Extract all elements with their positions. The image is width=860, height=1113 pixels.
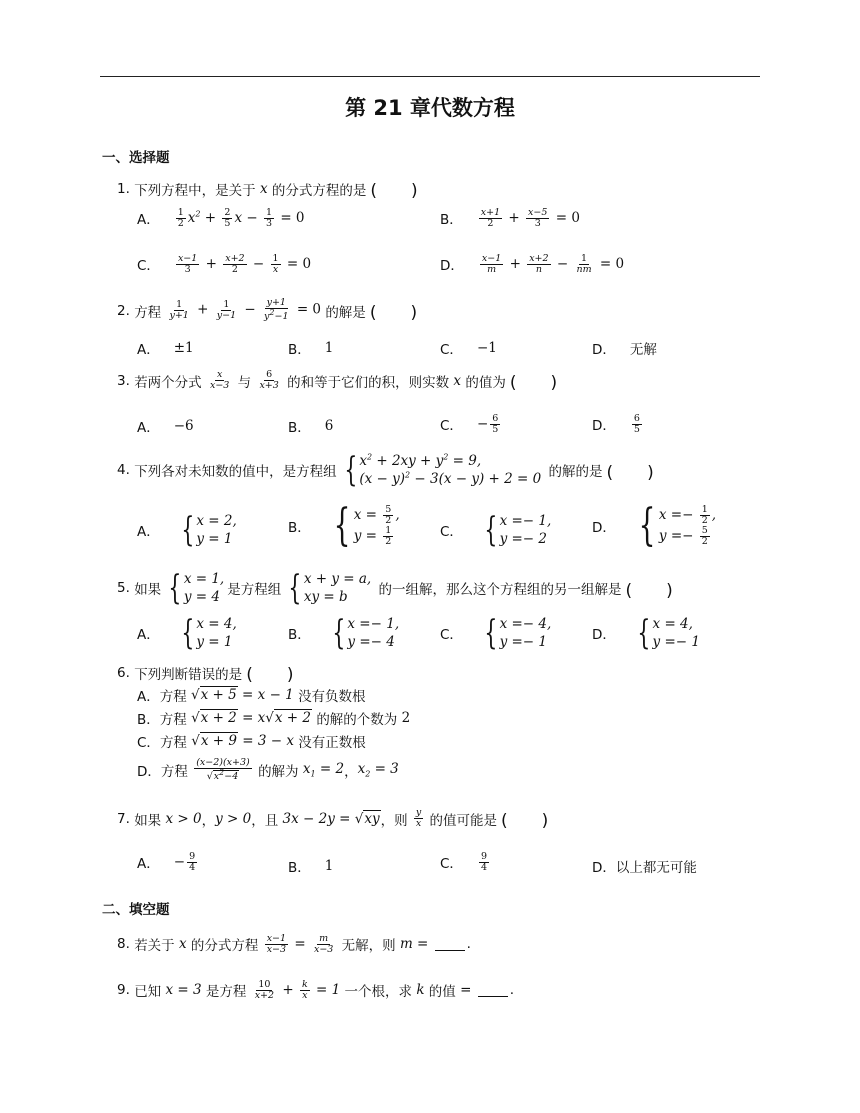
q8-answer-blank[interactable] [435,938,465,951]
q3-option-b[interactable]: B． 6 [288,418,334,436]
q3-option-a[interactable]: A． −6 [137,418,194,436]
section-choice: 一、选择题 [102,150,170,166]
question-2: 2. 方程 $\frac{1}{y+1}$ + $\frac{1}{y-1}$ − $\frac{y+1}{y^2-1}$ = 0 的解是 ( ) [117,297,418,323]
question-8: 8. 若关于 x 的分式方程 $\frac{x-1}{x-3}$ = $\frac{m}{x-3}$ 无解，则 m = . [117,933,471,955]
q6-option-a[interactable]: A． 方程 √x + 5 = x − 1 没有负数根 [137,687,366,705]
q1-option-b[interactable]: B． $\frac{x+1}{2}$ + $\frac{x-5}{3}$ = 0 [440,207,580,229]
question-7: 7. 如果 x > 0 ， y > 0 ，且 3x − 2y = √xy ，则 $\frac{y}{x}$ 的值可能是 ( ) [117,807,549,831]
q2-option-a[interactable]: A． ±1 [137,340,194,358]
question-1: 1. 下列方程中，是关于 x 的分式方程的是 ( ) [117,180,418,201]
q3-option-c[interactable]: C． − $\frac{6}{5}$ [440,413,499,435]
question-4: 4. 下列各对未知数的值中，是方程组 { $x^2 + 2xy + y^2 = 9$, $(x - y)^2 - 3(x - y) + 2 = 0$ 的解的是 ( ) [117,450,654,491]
q4-option-b[interactable]: B． { x = $\frac{5}{2}$ , y = $\frac{1}{2}$ [288,500,400,551]
q7-option-a[interactable]: A． − $\frac{9}{4}$ [137,851,196,873]
question-6: 6. 下列判断错误的是 ( ) [117,664,294,685]
q7-option-d[interactable]: D． 以上都无可能 [592,860,697,876]
q1-option-c[interactable]: C． $\frac{x-1}{3}$ + $\frac{x+2}{2}$ − $\frac{1}{x}$ = 0 [137,253,312,275]
q4-option-a[interactable]: A． { x = 2, y = 1 [137,510,237,551]
header-rule [100,76,760,77]
q2-option-b[interactable]: B． 1 [288,340,334,358]
q1-option-a[interactable]: A． $\frac{1}{2}$ $x^2$ + $\frac{2}{5}$ x − $\frac{1}{3}$ = 0 [137,207,305,229]
q4-option-c[interactable]: C． { x =− 1, y =− 2 [440,510,552,551]
q6-option-c[interactable]: C． 方程 √x + 9 = 3 − x 没有正数根 [137,733,366,751]
q6-option-b[interactable]: B． 方程 √x + 2 = x√x + 2 的解的个数为 2 [137,710,411,728]
q5-option-a[interactable]: A． { x = 4, y = 1 [137,613,237,654]
q4-option-d[interactable]: D． { x =− $\frac{1}{2}$ , y =− $\frac{5}{2}$ [592,500,717,551]
q7-option-b[interactable]: B． 1 [288,858,334,876]
q9-answer-blank[interactable] [478,984,508,997]
q5-option-d[interactable]: D． { x = 4, y =− 1 [592,613,700,654]
q5-option-c[interactable]: C． { x =− 4, y =− 1 [440,613,552,654]
section-fill-blank: 二、填空题 [102,902,170,918]
q2-option-d[interactable]: D． 无解 [592,342,657,358]
q2-option-c[interactable]: C． −1 [440,340,497,358]
question-3: 3. 若两个分式 $\frac{x}{x-3}$ 与 $\frac{6}{x+3}$ 的和等于它们的积，则实数 x 的值为 ( ) [117,369,558,393]
q6-option-d[interactable]: D． 方程 $\frac{(x-2)(x+3)}{√x^2-4}$ 的解为 $x_1 = 2$ ， $x_2 = 3$ [137,757,399,783]
question-9: 9. 已知 x = 3 是方程 $\frac{10}{x+2}$ + $\frac{k}{x}$ = 1 一个根，求 k 的值 = . [117,979,514,1001]
page-title: 第 21 章代数方程 [345,96,515,120]
q7-option-c[interactable]: C． $\frac{9}{4}$ [440,851,487,873]
q3-option-d[interactable]: D． $\frac{6}{5}$ [592,413,640,435]
q1-option-d[interactable]: D． $\frac{x-1}{m}$ + $\frac{x+2}{n}$ − $\frac{1}{nm}$ = 0 [440,253,625,275]
q5-option-b[interactable]: B． { x =− 1, y =− 4 [288,613,400,654]
question-5: 5. 如果 { x = 1, y = 4 是方程组 { x + y = a, xy = b 的一组解，那么这个方程组的另一组解是 ( ) [117,568,673,609]
